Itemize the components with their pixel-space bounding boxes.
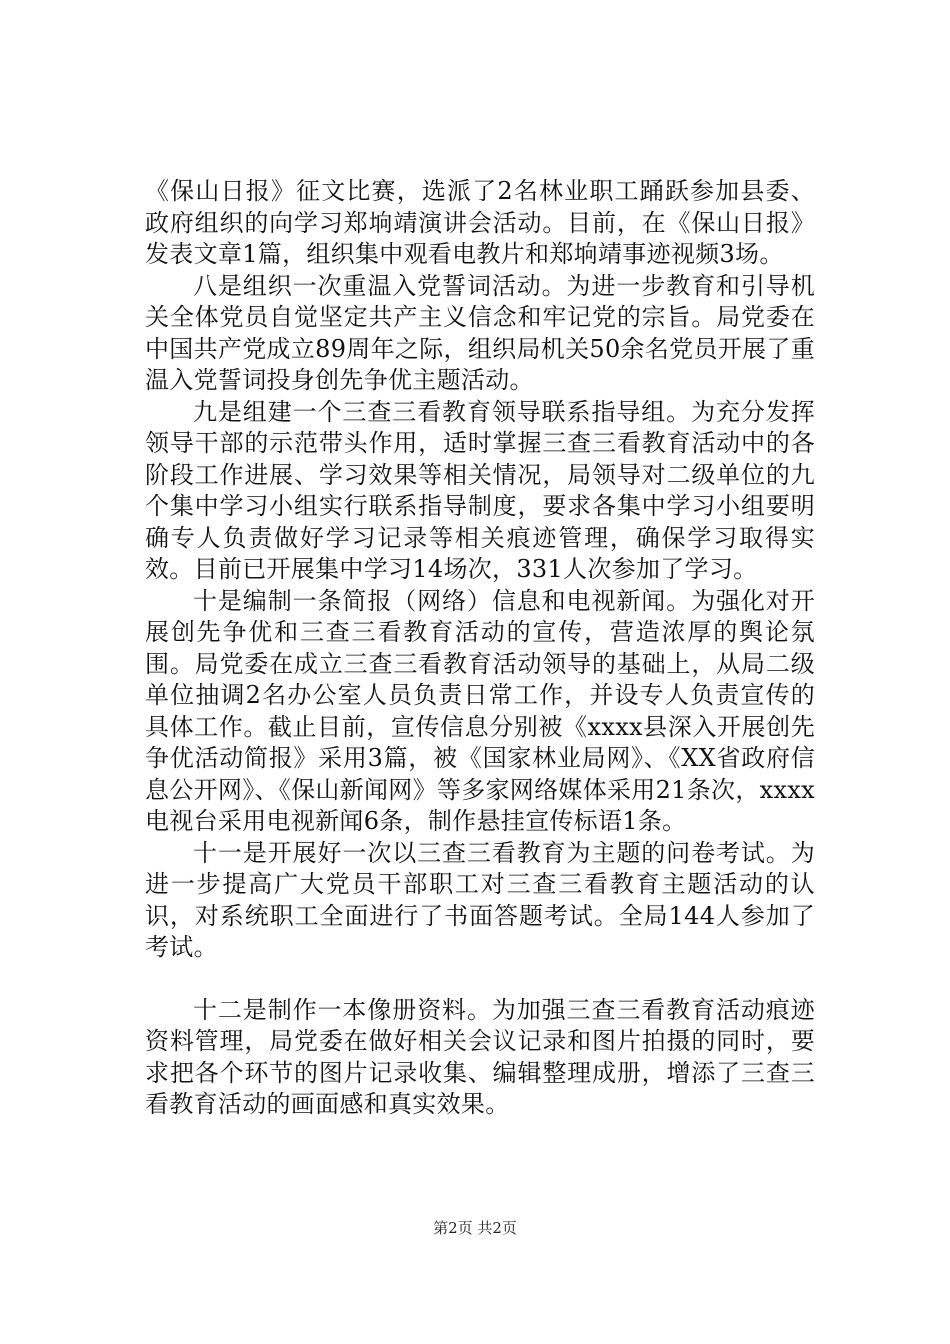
paragraph-item-10: 十是编制一条简报（网络）信息和电视新闻。为强化对开展创先争优和三查三看教育活动的宣传，营造浓厚的舆论氛围。局党委在成立三查三看教育活动领导的基础上，从局二级单位抽调2名办公室人员负责日常工作，并设专人负责宣传的具体工作。截止目前，宣传信息分别被《xxxx县深入开展创先争优活动简报》采用3篇，被《国家林业局网》、《XX省政府信息公开网》、《保山新闻网》等多家网络媒体采用21条次，xxxx电视台采用电视新闻6条，制作悬挂宣传标语1条。: [145, 586, 815, 835]
page-footer: 第2页 共2页: [433, 1219, 517, 1237]
paragraph-item-9: 九是组建一个三查三看教育领导联系指导组。为充分发挥领导干部的示范带头作用，适时掌握三查三看教育活动中的各阶段工作进展、学习效果等相关情况，局领导对二级单位的九个集中学习小组实行联系指导制度，要求各集中学习小组要明确专人负责做好学习记录等相关痕迹管理，确保学习取得实效。目前已开展集中学习14场次，331人次参加了学习。: [145, 397, 815, 583]
paragraph-item-12: 十二是制作一本像册资料。为加强三查三看教育活动痕迹资料管理，局党委在做好相关会议记录和图片拍摄的同时，要求把各个环节的图片记录收集、编辑整理成册，增添了三查三看教育活动的画面感和真实效果。: [145, 995, 815, 1118]
paragraph-item-11: 十一是开展好一次以三查三看教育为主题的问卷考试。为进一步提高广大党员干部职工对三查三看教育主题活动的认识，对系统职工全面进行了书面答题考试。全局144人参加了考试。: [145, 838, 815, 961]
document-body: [145, 176, 815, 1121]
paragraph-item-8: 八是组织一次重温入党誓词活动。为进一步教育和引导机关全体党员自觉坚定共产主义信念和牢记党的宗旨。局党委在中国共产党成立89周年之际，组织局机关50余名党员开展了重温入党誓词投身创先争优主题活动。: [145, 271, 815, 394]
paragraph-continuation: 《保山日报》征文比赛，选派了2名林业职工踊跃参加县委、政府组织的向学习郑垧靖演讲会活动。目前，在《保山日报》发表文章1篇，组织集中观看电教片和郑垧靖事迹视频3场。: [145, 177, 815, 268]
